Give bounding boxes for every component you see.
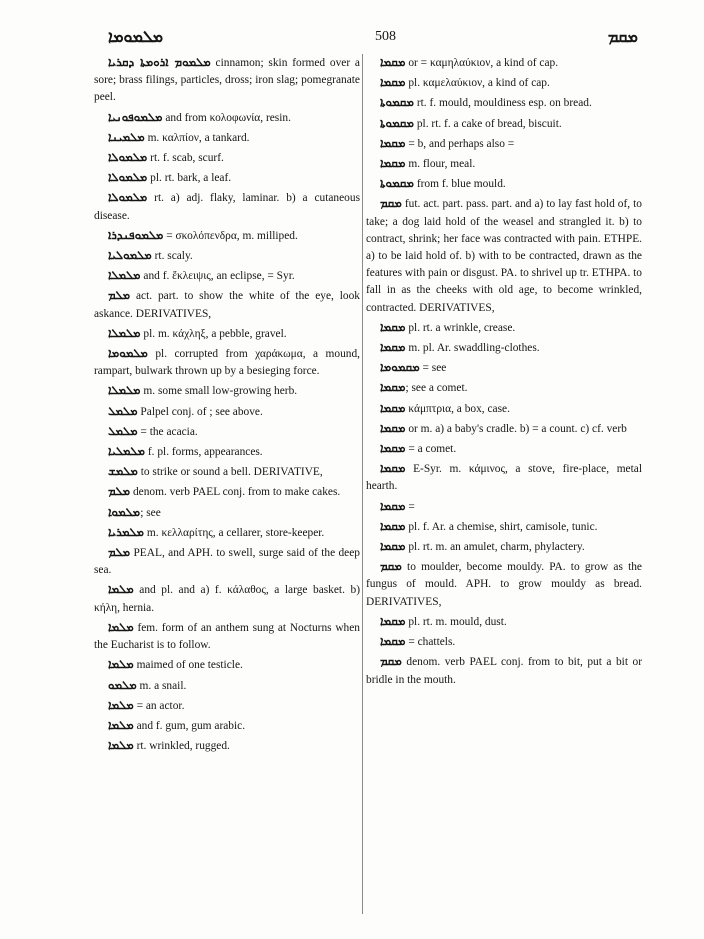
dictionary-entry	[366, 135, 642, 153]
dictionary-entry	[366, 400, 642, 418]
entry-headword: ܡܩܡܘܬܐ	[380, 95, 414, 110]
entry-headword: ܡܠܡܠ	[108, 403, 138, 418]
entry-headword: ܡܩܡܐ	[380, 613, 406, 628]
entry-headword: ܡܠܡܘܦܘܢܝܐ	[108, 109, 163, 124]
entry-headword: ܡܠܡܝܢܐ	[108, 129, 145, 144]
dictionary-entry	[94, 443, 360, 461]
dictionary-entry	[366, 94, 642, 112]
entry-headword: ܡܠܡܘܠܝܐ	[108, 248, 152, 263]
dictionary-entry	[366, 195, 642, 316]
entry-definition: and from κολοφωνία, resin.	[162, 111, 291, 124]
entry-headword: ܡܩܡܘܬܐ	[380, 115, 414, 130]
entry-headword: ܡܠܡܠܝܐ	[108, 444, 145, 459]
entry-definition: pl. f. Ar. a chemise, shirt, camisole, tunic.	[405, 520, 598, 533]
entry-headword: ܡܩܡܐ	[380, 400, 406, 415]
entry-definition: m. pl. Ar. swaddling-clothes.	[405, 342, 540, 355]
dictionary-entry	[94, 227, 360, 245]
entry-definition: m. some small low-growing herb.	[140, 385, 298, 398]
entry-definition: ; see	[140, 506, 161, 519]
entry-definition: pl. rt. f. a cake of bread, biscuit.	[414, 117, 562, 130]
dictionary-entry	[94, 544, 360, 579]
entry-definition: ; see a comet.	[405, 382, 468, 395]
entry-headword: ܡܠܡ	[108, 545, 131, 560]
entry-headword: ܡܩܡ	[380, 654, 402, 669]
entry-definition: pl. rt. a wrinkle, crease.	[405, 321, 516, 334]
entry-headword: ܡܩܡܘܡܐ	[380, 360, 420, 375]
entry-definition: cinnamon; skin formed over a sore; brass filings, particles, dross; iron slag; pomegranate peel.	[94, 57, 360, 104]
dictionary-entry	[366, 518, 642, 536]
entry-headword: ܡܩܡܘܬܐ	[380, 176, 414, 191]
dictionary-entry	[366, 359, 642, 377]
entry-headword: ܡܩܡܐ	[380, 461, 406, 476]
entry-definition: from f. blue mould.	[414, 178, 506, 191]
entry-headword: ܡܩܡܐ	[380, 634, 406, 649]
entry-definition: rt. wrinkled, rugged.	[133, 740, 230, 753]
entry-definition: or m. a) a baby's cradle. b) = a count. c) cf. verb	[405, 422, 627, 435]
dictionary-entry	[94, 697, 360, 715]
dictionary-entry	[366, 115, 642, 133]
dictionary-entry	[366, 155, 642, 173]
entry-definition: = chattels.	[405, 636, 456, 649]
entry-headword: ܡܠܡܐ	[108, 619, 134, 634]
entry-headword: ܡܩܡܐ	[380, 75, 406, 90]
dictionary-entry	[94, 382, 360, 400]
entry-headword: ܡܩܡܐ	[380, 55, 406, 69]
dictionary-entry	[366, 460, 642, 495]
dictionary-entry	[366, 440, 642, 458]
entry-definition: pl. rt. bark, a leaf.	[147, 172, 232, 185]
entry-definition: pl. corrupted from χαράκωμα, a mound, rampart, bulwark thrown up by a besieging force.	[94, 348, 360, 378]
dictionary-entry	[366, 633, 642, 651]
dictionary-entry	[366, 653, 642, 688]
entry-headword: ܡܠܡܘܡܐ	[108, 346, 148, 361]
entry-definition: denom. verb PAEL conj. from to bit, put a bit or bridle in the mouth.	[366, 656, 642, 686]
entry-definition: maimed of one testicle.	[133, 659, 243, 672]
entry-definition: act. part. to show the white of the eye, look askance. DERIVATIVES,	[94, 290, 360, 320]
entry-headword: ܡܠܡܘܐ	[108, 504, 141, 519]
entry-headword: ܡܩܡܐ	[380, 319, 406, 334]
entry-definition: and pl. and a) f. κάλαθος, a large basket. b) κήλη, hernia.	[94, 584, 360, 614]
entry-definition: m. κελλαρίτης, a cellarer, store-keeper.	[144, 526, 325, 539]
dictionary-entry	[94, 524, 360, 542]
entry-definition: = a comet.	[405, 443, 457, 456]
page-number: 508	[374, 29, 396, 44]
entry-headword: ܡܠܡܘܦܢܕܪܐ	[108, 227, 164, 242]
entry-definition: =	[405, 500, 415, 513]
entry-headword: ܡܠܡܐ	[108, 697, 134, 712]
running-head-left-word: ܡܠܡܘܡܐ	[108, 27, 164, 46]
dictionary-entry	[366, 54, 642, 72]
entry-definition: fem. form of an anthem sung at Nocturns when the Eucharist is to follow.	[94, 621, 360, 652]
entry-definition: Palpel conj. of ; see above.	[137, 405, 263, 418]
dictionary-entry	[94, 717, 360, 735]
dictionary-entry	[94, 109, 360, 127]
entry-definition: and f. ἔκλειψις, an eclipse, = Syr.	[140, 270, 295, 283]
entry-headword: ܡܩܡ	[380, 559, 402, 574]
entry-headword: ܡܩܡܐ	[380, 380, 406, 395]
entry-headword: ܡܩܡܐ	[380, 441, 406, 456]
entry-headword: ܡܩܡܐ	[380, 539, 406, 554]
entry-definition: to strike or sound a bell. DERIVATIVE,	[137, 466, 323, 479]
dictionary-entry	[94, 483, 360, 501]
entry-definition: rt. scaly.	[151, 250, 193, 263]
dictionary-entry	[94, 504, 360, 522]
entry-definition: m. καλπίον, a tankard.	[144, 131, 250, 144]
dictionary-entry	[94, 345, 360, 380]
dictionary-entry	[94, 463, 360, 481]
entry-definition: PEAL, and APH. to swell, surge said of the deep sea.	[94, 547, 360, 577]
entry-definition: = the acacia.	[137, 425, 198, 438]
entry-definition: = σκολόπενδρα, m. milliped.	[163, 229, 298, 242]
entry-definition: rt. a) adj. flaky, laminar. b) a cutaneous disease.	[94, 192, 360, 222]
entry-definition: or = καμηλαύκιον, a kind of cap.	[405, 57, 559, 69]
entry-headword: ܡܠܡܠܐ	[108, 268, 141, 283]
entry-definition: pl. rt. m. an amulet, charm, phylactery.	[405, 541, 585, 554]
dictionary-entry	[366, 498, 642, 516]
dictionary-entry	[366, 74, 642, 92]
dictionary-entry	[94, 423, 360, 441]
entry-definition: and f. gum, gum arabic.	[133, 719, 246, 732]
entry-definition: fut. act. part. pass. part. and a) to lay fast hold of, to take; a dog laid hold of the weasel and strangled it. b) to contract, shrink; her face was contracted with pain. ETHPE. a) to be laid hold of. b) with to be contracted, drawn as the features with pain or disgust. PA. to shrivel up tr. ETHPA. to fall in as the cheeks with old age, to become wrinkled, contracted. DERIVATIVES,	[366, 198, 642, 314]
entry-definition: denom. verb PAEL conj. from to make cakes.	[130, 486, 341, 499]
dictionary-entry	[94, 54, 360, 107]
dictionary-entry	[366, 379, 642, 397]
entry-headword: ܡܩܡ	[380, 196, 402, 211]
entry-headword: ܡܩܡܐ	[380, 340, 406, 355]
entry-definition: = an actor.	[133, 699, 185, 712]
entry-headword: ܡܠܡܠ	[108, 423, 138, 438]
dictionary-entry	[94, 325, 360, 343]
entry-definition: pl. m. κάχληξ, a pebble, gravel.	[140, 327, 287, 340]
dictionary-entry	[366, 613, 642, 631]
dictionary-entry	[366, 538, 642, 556]
entry-headword: ܡܩܡܐ	[380, 420, 406, 435]
dictionary-entry	[94, 129, 360, 147]
dictionary-entry	[94, 677, 360, 695]
running-head-right-word: ܡܩܡ	[607, 27, 638, 46]
dictionary-entry	[366, 319, 642, 337]
entry-headword: ܡܩܡܐ	[380, 498, 406, 513]
left-column	[94, 54, 360, 930]
dictionary-entry	[94, 149, 360, 167]
entry-headword: ܡܠܡܪܝܐ	[108, 524, 145, 539]
entry-headword: ܡܠܡܠܐ	[108, 325, 141, 340]
right-column	[366, 54, 642, 930]
running-head	[108, 26, 638, 48]
dictionary-entry	[366, 339, 642, 357]
entry-definition: κάμπτρια, a box, case.	[405, 402, 510, 415]
dictionary-entry	[366, 420, 642, 438]
dictionary-entry	[94, 189, 360, 224]
column-divider	[362, 54, 363, 914]
entry-headword: ܡܠܡܫ	[108, 464, 138, 479]
entry-headword: ܡܠܡܘܠܐ	[108, 190, 148, 205]
entry-definition: = see	[419, 362, 447, 375]
dictionary-entry	[94, 581, 360, 616]
entry-headword: ܡܠܡ	[108, 484, 131, 499]
entry-definition: m. flour, meal.	[405, 158, 476, 171]
entry-definition: pl. rt. m. mould, dust.	[405, 615, 507, 628]
entry-headword: ܡܠܡܠܐ	[108, 383, 141, 398]
entry-definition: = b, and perhaps also =	[405, 137, 515, 150]
entry-definition: m. a snail.	[136, 679, 187, 692]
dictionary-entry	[94, 403, 360, 421]
entry-definition: f. pl. forms, appearances.	[145, 446, 263, 459]
entry-headword: ܡܠܡܘ	[108, 677, 137, 692]
entry-headword: ܡܩܡܐ	[380, 518, 406, 533]
entry-definition: rt. f. scab, scurf.	[147, 152, 224, 165]
dictionary-entry	[366, 175, 642, 193]
entry-headword: ܡܠܡܐ	[108, 657, 134, 672]
dictionary-entry	[94, 287, 360, 322]
entry-headword: ܡܠܡܘܠܐ	[108, 150, 148, 165]
entry-headword: ܡܠܡܘܠܐ	[108, 170, 148, 185]
entry-definition: pl. καμελαύκιον, a kind of cap.	[405, 77, 550, 90]
entry-headword: ܡܠܡܘܡ ܐܪܘܡܬܐ ܕܩܪܝܐ	[108, 55, 211, 69]
entry-definition: rt. f. mould, mouldiness esp. on bread.	[414, 97, 592, 110]
dictionary-entry	[94, 737, 360, 755]
dictionary-entry	[94, 169, 360, 187]
entry-definition: E-Syr. m. κάμινος, a stove, fire-place, metal hearth.	[366, 463, 642, 493]
dictionary-entry	[366, 558, 642, 611]
entry-headword: ܡܩܡܐ	[380, 156, 406, 171]
dictionary-entry	[94, 656, 360, 674]
entry-headword: ܡܩܡܐ	[380, 135, 406, 150]
entry-headword: ܡܠܡ	[108, 288, 131, 303]
dictionary-entry	[94, 267, 360, 285]
dictionary-entry	[94, 619, 360, 654]
entry-definition: to moulder, become mouldy. PA. to grow as the fungus of mould. APH. to grow mouldy as bread. DERIVATIVES,	[366, 561, 642, 608]
entry-headword: ܡܠܡܐ	[108, 738, 134, 753]
entry-headword: ܡܠܡܐ	[108, 717, 134, 732]
entry-headword: ܡܠܡܐ	[108, 582, 134, 597]
dictionary-entry	[94, 247, 360, 265]
